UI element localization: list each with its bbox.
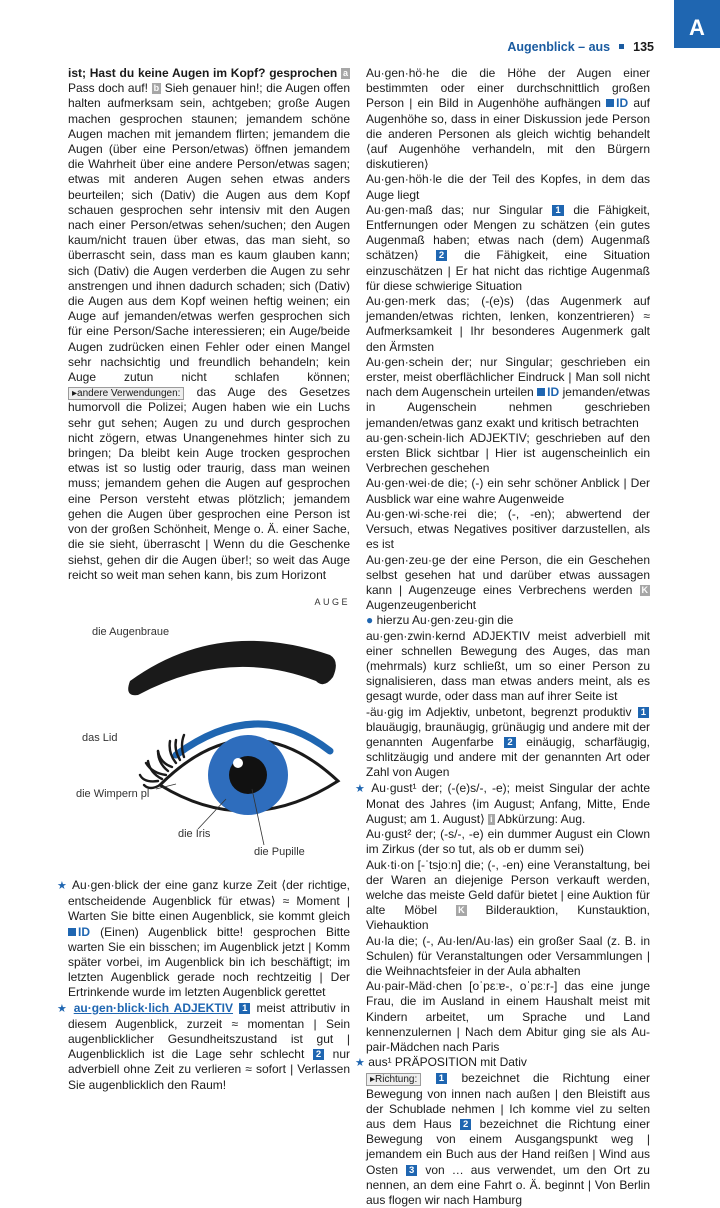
sense-marker-a: a <box>342 68 348 78</box>
eyebrow-shape <box>128 641 336 695</box>
sense-number: 1 <box>552 205 563 216</box>
star-icon: ★ <box>57 879 69 892</box>
entry-text: jemanden/etwas in Augenschein nehmen geschrieben jemanden/etwas ganz exakt und kritisch betrachten <box>366 385 650 430</box>
label-pupil: die Pupille <box>254 845 305 858</box>
eye-illustration <box>68 589 350 874</box>
entry-aula <box>366 934 650 980</box>
sense-number: 2 <box>504 737 515 748</box>
entry-text: au·gen·schein·lich ADJEKTIV; geschrieben auf den ersten Blick sichtbar | Hier ist augenscheinlich ein Verbrechen geschehen <box>366 430 650 476</box>
idiom-text: Pass doch auf! <box>68 81 148 96</box>
entry-augenhoehle <box>366 172 650 202</box>
entry-augenscheinlich <box>366 431 650 477</box>
entry-text: Auk·ti·on [-ˈtsi̯oːn] die; (-, -en) eine Veranstaltung, bei der Waren an diejenige Person verkauft werden, welche das meiste Geld dafür bietet | eine Auktion für alte Möbel <box>366 857 650 918</box>
entry-augenhoehe <box>366 66 650 172</box>
entry-text: von … aus verwendet, um den Ort zu nennen, an dem eine Fahrt o. Ä. beginnt | Von Berlin aus flogen wir nach Hamburg <box>366 1162 650 1208</box>
sense-number: 3 <box>406 1165 417 1176</box>
running-head <box>507 40 654 54</box>
entry-text: blauäugig, braunäugig, grünäugig und andere mit der genannten Augenfarbe <box>366 719 650 749</box>
star-icon: ★ <box>355 1057 365 1070</box>
label-lid: das Lid <box>82 731 118 744</box>
sense-number: 2 <box>436 250 447 261</box>
entry-text: -äu·gig im Adjektiv, unbetont, begrenzt produktiv <box>366 704 632 719</box>
info-icon: i <box>490 813 493 824</box>
entry-text: Au·gen·wei·de die; (-) ein sehr schöner Anblick | Der Ausblick war eine wahre Augenweide <box>366 476 650 506</box>
entry-text: Augenzeugenbericht <box>366 598 477 613</box>
figure-title: AUGE <box>314 596 350 607</box>
square-bullet-icon <box>619 44 624 49</box>
idiom-marker: ID <box>537 385 559 399</box>
bullet-icon: ● <box>366 613 374 628</box>
entry-text: bezeichnet die Richtung einer Bewegung von innen nach außen | den Bleistift aus der Schublade nehmen | Ich komme viel zu selten aus dem Haus <box>366 1071 650 1132</box>
left-column <box>57 66 350 1093</box>
entry-text: Au·gen·höh·le die der Teil des Kopfes, in dem das Auge liegt <box>366 172 650 202</box>
entry-text: Au·gen·maß das; nur Singular <box>366 202 543 217</box>
entry-text: die Fähigkeit, Entfernungen oder Mengen zu schätzen ⟨ein gutes Augenmaß haben; etwas nach (dem) Augenmaß schätzen⟩ <box>366 202 651 263</box>
idiom-text: das Auge des Gesetzes humorvoll die Polizei; Augen haben wie ein Luchs sehr gut sehen; Augen zu und durch gesprochen nicht zögern, etwas Unangenehmes hinter sich zu bringen; Da bleibt kein Auge trocken gesprochen etwas ist so lustig oder traurig, dass man weinen muss; jemandem gehen die Augen auf gesprochen eine Person versteht etwas plötzlich; jemandem gehen die Augen über gesprochen eine Person ist von der großen Schönheit, Menge o. Ä. einer Sache, die sie sieht, überrascht | Wenn du die Geschenke siehst, gehen dir die Augen über!; so weit das Auge reicht so weit man sehen kann, bis zum Horizont <box>68 385 350 582</box>
thumb-index-tab[interactable]: A <box>674 0 720 48</box>
entry-augenzwinkernd <box>366 629 650 705</box>
square-icon <box>68 928 76 936</box>
idiom-text: ist; Hast du keine Augen im Kopf? gesprochen <box>68 66 338 80</box>
sense-number: 1 <box>436 1073 447 1084</box>
entry-aeugig <box>366 705 650 781</box>
entry-text: Au·pair-Mäd·chen [oˈpɛːɐ-, oˈpɛːr-] das eine junge Frau, die im Ausland in einem Haushalt meist mit Kindern arbeitet, um Sprache und Land kennenzulernen | Nach dem Abitur ging sie als Au-pair-Mädchen nach Paris <box>366 979 650 1054</box>
sense-number: 2 <box>460 1119 471 1130</box>
page-number: 135 <box>633 40 654 54</box>
star-icon: ★ <box>57 1002 69 1015</box>
entry-text: Au·gen·blick der eine ganz kurze Zeit ⟨der richtige, entscheidende Augenblick für etwas⟩ ≈ Moment | Warten Sie bitte einen Augenblick, sie kommt gleich <box>68 877 350 924</box>
entry-august1 <box>355 780 650 828</box>
entry-augenschein <box>366 355 650 431</box>
entry-text: (Einen) Augenblick bitte! gesprochen Bitte warten Sie ein bisschen; im Augenblick jetzt | Komm später vorbei, im Augenblick bin ich beschäftigt; im letzten Augenblick gerade noch rechtzeitig | Der Ertrinkende wurde im letzten Augenblick gerettet <box>68 924 350 1000</box>
usage-tag: ▸andere Verwendungen: <box>68 387 184 400</box>
entry-text: nur adverbiell ohne Zeit zu verlieren ≈ sofort | Verlassen Sie augenblicklich den Raum! <box>68 1047 350 1092</box>
entry-text: au·gen·zwin·kernd ADJEKTIV meist adverbiell mit einer schnellen Bewegung des Auges, das man (mehrmals) kurz schließt, um so einer Person zu signalisieren, dass man etwas anders meint, als es gesagt wurde, oder dass man auf ihrer Seite ist <box>366 628 650 704</box>
entry-august2 <box>366 827 650 857</box>
page-header <box>0 30 720 60</box>
entry-text: Au·gust¹ der; (-(e)s/-, -e); meist Singular der achte Monat des Jahres ⟨im August; Anfang, Mitte, Ende August; am 1. August⟩ <box>366 780 650 826</box>
usage-tag: ▸Richtung: <box>366 1073 421 1086</box>
entry-augenmass <box>366 203 650 294</box>
entry-text: Au·gen·merk das; (-(e)s) ⟨das Augenmerk auf jemanden/etwas richten, lenken, konzentrieren⟩ ≈ Aufmerksamkeit | Ihr besonderes Augenmerk galt den Ärmsten <box>366 294 650 354</box>
entry-text: aus¹ PRÄPOSITION mit Dativ <box>368 1055 527 1070</box>
entry-text: auf Augenhöhe so, dass in einer Diskussion jede Person die anderen Personen als gleich wichtig behandelt ⟨auf Augenhöhe verhandeln, mit den Bürgern diskutieren⟩ <box>366 96 650 172</box>
entry-aus1 <box>355 1055 651 1208</box>
entry-augenblick <box>57 877 350 1001</box>
label-iris: die Iris <box>178 827 211 840</box>
sense-number: 1 <box>638 707 649 718</box>
entry-text: bezeichnet die Richtung einer Bewegung von einem Ausgangspunkt weg | jemandem ein Buch aus der Hand reißen | Wind aus Osten <box>366 1117 651 1177</box>
sense-number: 2 <box>313 1049 324 1060</box>
star-icon: ★ <box>355 782 367 795</box>
entry-text: Bilderauktion, Kunstauktion, Viehauktion <box>366 903 651 933</box>
running-head-text: Augenblick – aus <box>507 40 611 54</box>
entry-augenweide <box>366 476 650 506</box>
square-icon <box>606 99 614 107</box>
entry-text: die Fähigkeit, eine Situation einzuschätzen | Er hat nicht das richtige Augenmaß für diese schwierige Situation <box>366 248 650 293</box>
entry-augenmerk <box>366 294 650 355</box>
entry-text: meist attributiv in diesem Augenblick, zurzeit ≈ momentan | Sein augenblicklicher Gesundheitszustand ist gut | Augenblicklich ist die Lage sehr schlecht <box>68 1000 350 1062</box>
entry-text: Au·gen·hö·he die die Höhe der Augen einer bestimmten oder einer durchschnittlich großen Person | ein Bild in Augenhöhe aufhängen <box>366 66 650 111</box>
idiom-marker: ID <box>606 96 628 110</box>
entry-augenzeuge <box>366 553 650 629</box>
compound-marker: K <box>641 584 648 595</box>
entry-augenblicklich <box>57 1000 350 1093</box>
right-column <box>355 66 651 1208</box>
entry-aupair <box>366 979 650 1055</box>
label-eyebrow: die Augenbraue <box>92 625 170 638</box>
entry-text: einäugig, scharfäugig, schlitzäugig und andere mit der genannten Art oder Zahl von Augen <box>366 734 650 780</box>
entry-text: Au·gen·zeu·ge der eine Person, die ein Geschehen selbst gesehen hat und darüber etwas aussagen kann | Augenzeuge eines Verbrechens werden <box>366 552 650 597</box>
label-lashes: die Wimpern pl <box>76 787 150 800</box>
eye-highlight <box>233 758 243 768</box>
entry-text: Au·la die; (-, Au·len/Au·las) ein großer Saal (z. B. in Schulen) für Veranstaltungen oder Versammlungen | die Weihnachtsfeier in der Aula abhalten <box>366 933 650 978</box>
idiom-marker: ID <box>68 925 90 939</box>
entry-text: Au·gust² der; (-s/-, -e) ein dummer August ein Clown im Zirkus (der so tut, als ob er dumm sei) <box>366 827 650 857</box>
square-icon <box>537 388 545 396</box>
compound-marker: K <box>458 905 465 916</box>
entry-auktion <box>366 858 650 934</box>
idiom-text: Sieh genauer hin!; die Augen offen halten aufmerksam sein, achtgeben; große Augen machen gesprochen staunen; jemandem schöne Augen machen mit jemandem flirten; jemandem die Augen (über eine Person/etwas) öffnen jemandem die Wahrheit über eine andere Person/etwas sagen; etwas mit anderen Augen sehen etwas anders beurteilen; sich (Dativ) die Augen aus dem Kopf schauen gesprochen sehr intensiv mit den Augen nach einer Person/etwas sehen/suchen; den Augen kaum/nicht trauen über etwas, das man sieht, so überrascht sein, dass man es kaum glauben kann; sich (Dativ) die Augen verderben die Augen zu sehr anstrengen und ihnen dadurch schaden; sich (Dativ) die Augen aus dem Kopf weinen heftig weinen; ein Auge auf jemanden/etwas werfen gesprochen sich für eine Person/Sache interessieren; ein Auge/beide Augen zudrücken einen Fehler oder einen Mangel sehr nachsichtig und freundlich behandeln; kein Auge zutun nicht schlafen können; <box>68 81 350 385</box>
entry-text: Au·gen·wi·sche·rei die; (-, -en); abwertend der Versuch, etwas Negatives positiver darzustellen, als es ist <box>366 506 650 552</box>
entry-auge-idioms <box>68 66 350 583</box>
sense-number: 1 <box>239 1003 250 1014</box>
sense-marker-b: b <box>153 83 160 94</box>
entry-text: hierzu Au·gen·zeu·gin die <box>376 613 514 628</box>
headword: au·gen·blick·lich ADJEKTIV <box>73 1000 234 1015</box>
entry-text: Au·gen·schein der; nur Singular; geschrieben ein erster, meist oberflächlicher Eindruck | Man soll nicht nach dem Augenschein urteilen <box>366 354 650 400</box>
entry-augenwischerei <box>366 507 650 553</box>
entry-text: Abkürzung: Aug. <box>497 811 586 826</box>
